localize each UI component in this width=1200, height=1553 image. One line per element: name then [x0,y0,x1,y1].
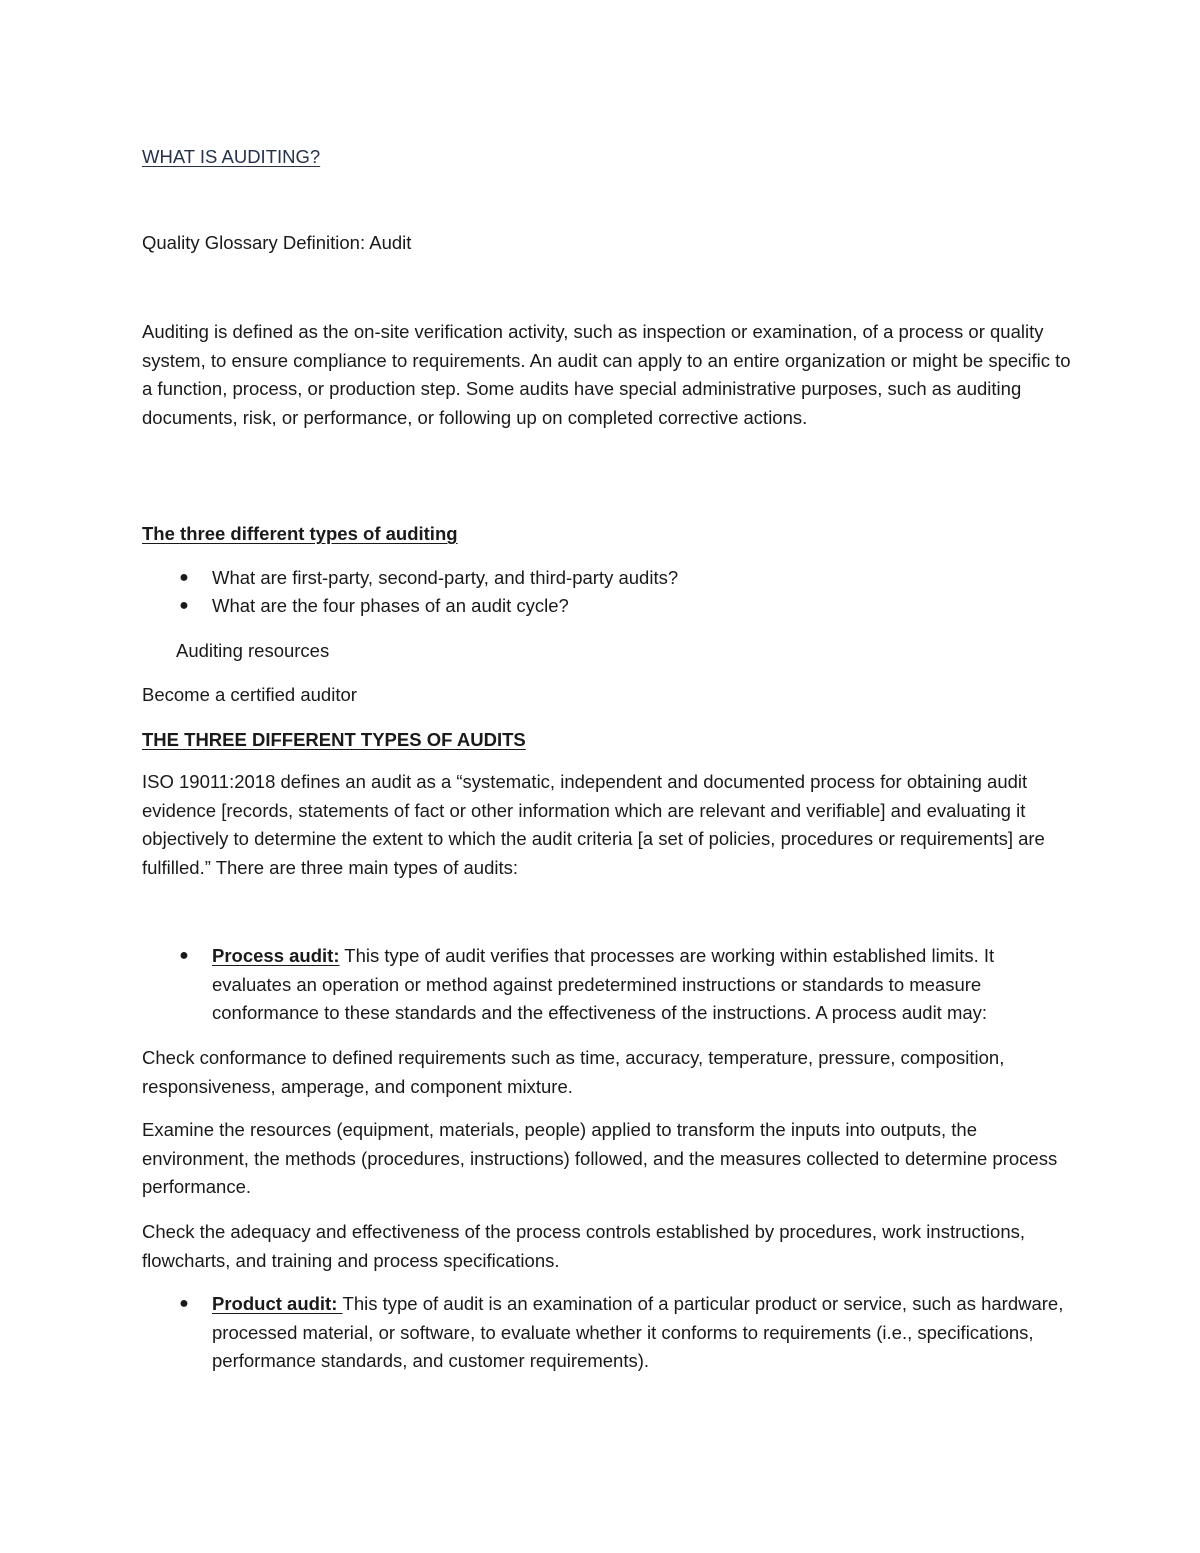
process-audit-text [212,942,1072,1028]
check-conformance-paragraph: Check conformance to defined requirements such as time, accuracy, temperature, pressure, composition, responsiveness, amperage, and component mixture. [142,1047,1005,1097]
become-certified-text: Become a certified auditor [142,684,357,705]
check-adequacy-paragraph: Check the adequacy and effectiveness of the process controls established by procedures, work instructions, flowcharts, and training and process specifications. [142,1221,1026,1271]
auditing-resources-text: Auditing resources [176,640,330,661]
list-item-text: What are the four phases of an audit cycle? [212,595,569,616]
bullet-icon: ● [179,569,189,586]
bullet-icon: ● [179,1295,189,1312]
product-audit-label: Product audit: [212,1293,343,1314]
examine-resources-paragraph: Examine the resources (equipment, materials, people) applied to transform the inputs into outputs, the environment, the methods (procedures, instructions) followed, and the measures collected to determine process performance. [142,1119,1058,1197]
process-audit-label: Process audit: [212,945,340,966]
product-audit-text [212,1290,1072,1376]
glossary-definition-heading: Quality Glossary Definition: Audit [142,232,412,253]
types-of-auditing-heading: The three different types of auditing [142,523,458,544]
bullet-icon: ● [179,597,189,614]
product-audit-description: This type of audit is an examination of a particular product or service, such as hardware, processed material, or software, to evaluate whether it conforms to requirements (i.e., specifications, performance standards, and customer requirements). [212,1293,1064,1371]
list-item-text: What are first-party, second-party, and third-party audits? [212,567,679,588]
bullet-icon: ● [179,947,189,964]
iso-definition-paragraph: ISO 19011:2018 defines an audit as a “systematic, independent and documented process for obtaining audit evidence [records, statements of fact or other information which are relevant and verifiable] and evaluating it objectively to determine the extent to which the audit criteria [a set of policies, procedures or requirements] are fulfilled.” There are three main types of audits: [142,771,1045,878]
process-audit-description: This type of audit verifies that processes are working within established limits. It evaluates an operation or method against predetermined instructions or standards to measure conformance to these standards and the effectiveness of the instructions. A process audit may: [212,945,995,1023]
audit-types-heading: THE THREE DIFFERENT TYPES OF AUDITS [142,729,526,750]
definition-paragraph: Auditing is defined as the on-site verification activity, such as inspection or examination, of a process or quality system, to ensure compliance to requirements. An audit can apply to an entire organization or might be specific to a function, process, or production step. Some audits have special administrative purposes, such as auditing documents, risk, or performance, or following up on completed corrective actions. [142,321,1071,428]
page-title: WHAT IS AUDITING? [142,146,321,167]
